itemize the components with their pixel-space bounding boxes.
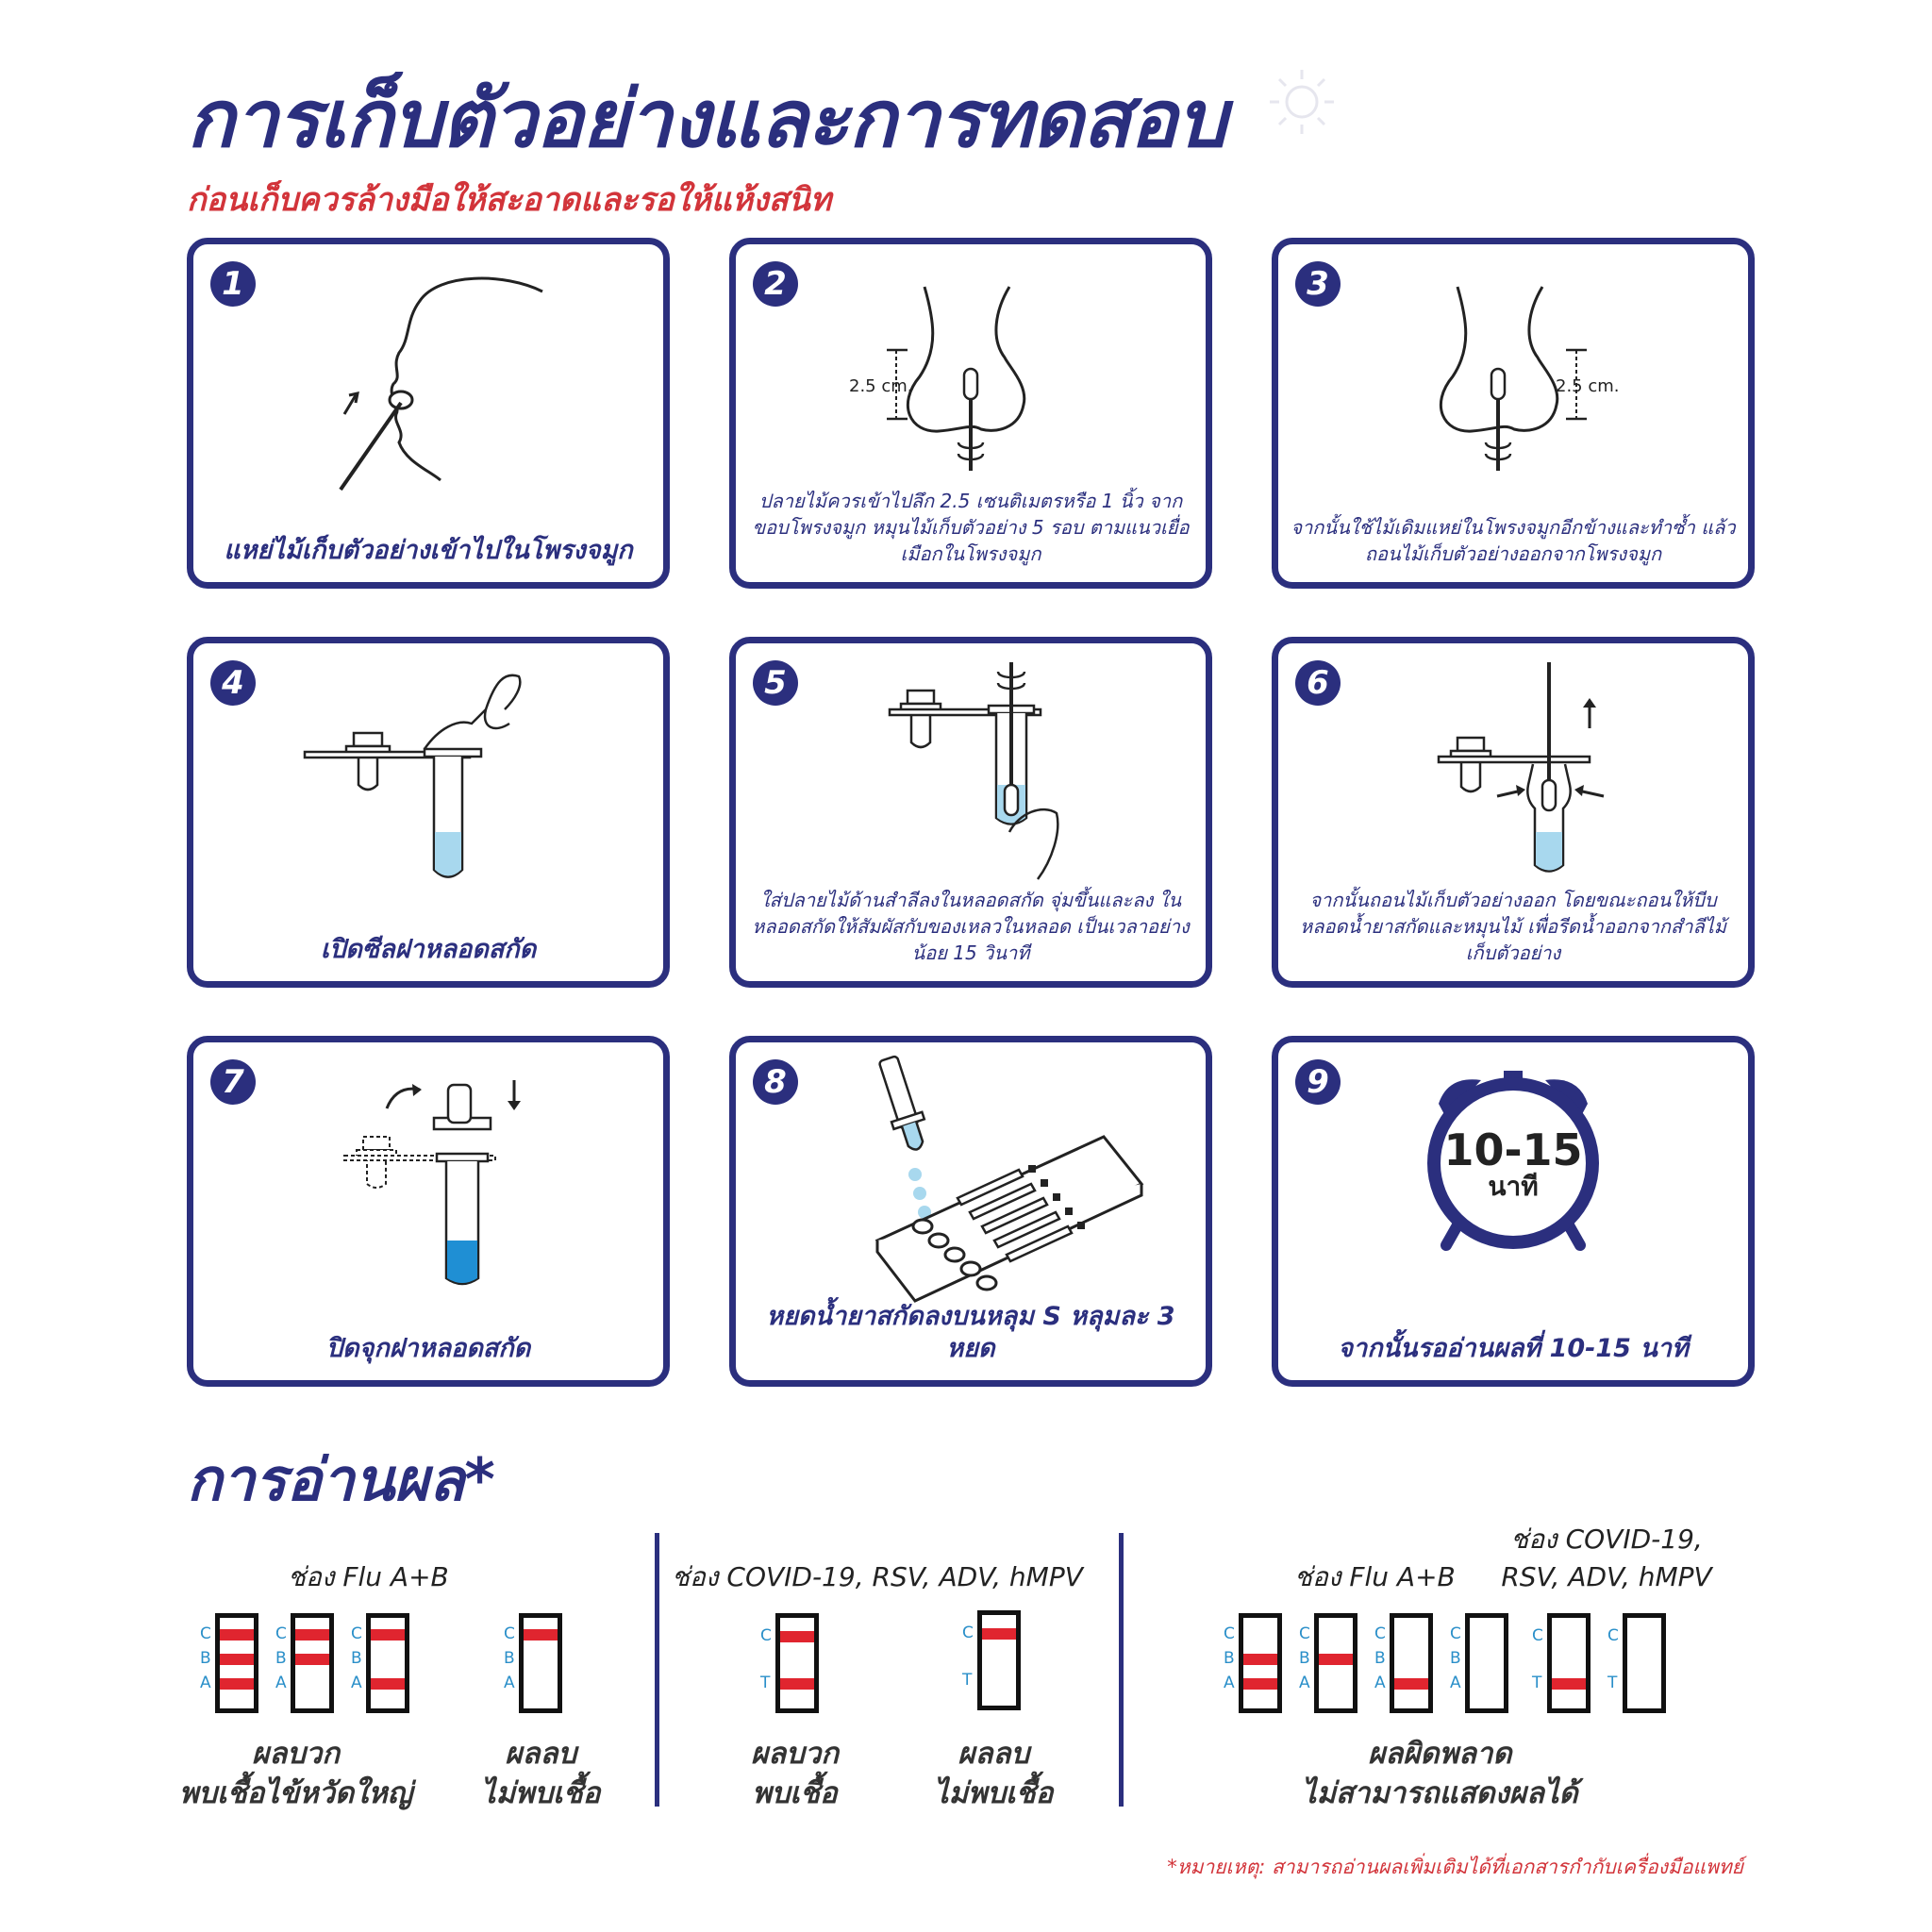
strip-tick-label: C (351, 1624, 362, 1643)
strip-tick-label: C (760, 1626, 772, 1645)
step-caption-8: หยดน้ำยาสกัดลงบนหลุม S หลุมละ 3 หยด (766, 1302, 1175, 1363)
step-number-5: 5 (753, 660, 798, 706)
strip-tick-label: B (1299, 1649, 1310, 1668)
strip-tick-label: C (1607, 1626, 1619, 1645)
invalid-flu-header: ช่อง Flu A+B (1294, 1561, 1456, 1592)
step-card-2 (729, 238, 1212, 589)
invalid-label: ผลผิดพลาด ไม่สามารถแสดงผลได้ (1302, 1737, 1578, 1810)
strip-tick-label: C (1374, 1624, 1386, 1643)
test-line-band (982, 1628, 1016, 1640)
test-strip (291, 1613, 334, 1713)
page-subtitle: ก่อนเก็บควรล้างมือให้สะอาดและรอให้แห้งสนิท (187, 181, 832, 219)
test-line-band (220, 1678, 254, 1690)
results-title: การอ่านผล* (187, 1445, 495, 1514)
test-strip (1623, 1613, 1666, 1713)
test-strip (366, 1613, 409, 1713)
test-strip (1314, 1613, 1357, 1713)
step-number-7: 7 (210, 1059, 256, 1105)
timer-unit: นาที (1488, 1171, 1539, 1202)
strip-tick-label: C (1532, 1626, 1543, 1645)
covid-negative-label: ผลลบ ไม่พบเชื้อ (934, 1737, 1054, 1810)
test-strip (775, 1613, 819, 1713)
step-card-7 (187, 1036, 670, 1387)
step-caption-7: ปิดจุกฝาหลอดสกัด (325, 1334, 531, 1363)
strip-tick-label: B (351, 1649, 362, 1668)
step-card-6 (1272, 637, 1755, 988)
strip-tick-label: B (504, 1649, 515, 1668)
strip-tick-label: A (1374, 1674, 1386, 1692)
step-number-1: 1 (210, 261, 256, 307)
test-strip (1239, 1613, 1282, 1713)
test-line-band (780, 1631, 814, 1642)
strip-tick-label: C (275, 1624, 287, 1643)
page-title: การเก็บตัวอย่างและการทดสอบ (187, 73, 1226, 165)
flu-positive-label: ผลบวก พบเชื้อไข้หวัดใหญ่ (179, 1737, 413, 1810)
step-number-6: 6 (1295, 660, 1341, 706)
step-number-4: 4 (210, 660, 256, 706)
test-strip (215, 1613, 258, 1713)
measure-label-3: 2.5 cm. (1556, 376, 1620, 396)
step-number-9: 9 (1295, 1059, 1341, 1105)
alarm-clock-icon (1278, 1042, 1748, 1380)
step-card-9 (1272, 1036, 1755, 1387)
strip-tick-label: C (1299, 1624, 1310, 1643)
results-divider-1 (655, 1533, 659, 1807)
results-divider-2 (1119, 1533, 1124, 1807)
timer-value: 10-15 (1443, 1124, 1583, 1175)
strip-tick-label: C (504, 1624, 515, 1643)
strip-tick-label: T (1607, 1674, 1618, 1692)
test-line-band (371, 1678, 405, 1690)
test-line-band (220, 1629, 254, 1641)
step-card-8 (729, 1036, 1212, 1387)
strip-tick-label: A (1224, 1674, 1235, 1692)
strip-tick-label: C (962, 1624, 974, 1642)
sun-icon (1264, 64, 1340, 140)
test-strip (519, 1613, 562, 1713)
strip-tick-label: B (1374, 1649, 1386, 1668)
step-caption-2: ปลายไม้ควรเข้าไปลึก 2.5 เซนติเมตรหรือ 1 นิ้ว จากขอบโพรงจมูก หมุนไม้เก็บตัวอย่าง 5 รอบ ตามแนวเยื่อเมือกในโพรงจมูก (752, 490, 1190, 565)
test-line-band (1243, 1654, 1277, 1665)
strip-tick-label: C (1450, 1624, 1461, 1643)
strip-tick-label: B (1450, 1649, 1461, 1668)
strip-tick-label: B (200, 1649, 211, 1668)
step-caption-5: ใส่ปลายไม้ด้านสำลีลงในหลอดสกัด จุ่มขึ้นและลง ในหลอดสกัดให้สัมผัสกับของเหลวในหลอด เป็นเวลาอย่างน้อย 15 วินาที (752, 889, 1190, 964)
covid-header: ช่อง COVID-19, RSV, ADV, hMPV (672, 1561, 1083, 1592)
test-strip (1390, 1613, 1433, 1713)
step-card-3 (1272, 238, 1755, 589)
strip-tick-label: A (275, 1674, 287, 1692)
step-caption-3: จากนั้นใช้ไม้เดิมแหย่ในโพรงจมูกอีกข้างและทำซ้ำ แล้วถอนไม้เก็บตัวอย่างออกจากโพรงจมูก (1291, 516, 1736, 565)
step-caption-9: จากนั้นรออ่านผลที่ 10-15 นาที (1338, 1334, 1689, 1363)
measure-label-2: 2.5 cm. (849, 376, 913, 396)
nose-swab-profile-illustration (193, 244, 663, 582)
strip-tick-label: A (1450, 1674, 1461, 1692)
test-line-band (780, 1678, 814, 1690)
step-card-4 (187, 637, 670, 988)
step-number-3: 3 (1295, 261, 1341, 307)
step-caption-6: จากนั้นถอนไม้เก็บตัวอย่างออก โดยขณะถอนให้บีบหลอดน้ำยาสกัดและหมุนไม้ เพื่อรีดน้ำออกจากสำลีไม้เก็บตัวอย่าง (1300, 889, 1726, 964)
open-tube-seal-illustration (193, 643, 663, 981)
test-line-band (1552, 1678, 1586, 1690)
test-line-band (295, 1654, 329, 1665)
test-strip (1547, 1613, 1591, 1713)
strip-tick-label: A (200, 1674, 211, 1692)
invalid-covid-header: ช่อง COVID-19, RSV, ADV, hMPV (1501, 1524, 1712, 1592)
flu-negative-label: ผลลบ ไม่พบเชื้อ (481, 1737, 601, 1810)
strip-tick-label: A (504, 1674, 515, 1692)
covid-positive-label: ผลบวก พบเชื้อ (751, 1737, 840, 1810)
strip-tick-label: C (200, 1624, 211, 1643)
test-line-band (1243, 1678, 1277, 1690)
strip-tick-label: C (1224, 1624, 1235, 1643)
step-number-2: 2 (753, 261, 798, 307)
strip-tick-label: A (1299, 1674, 1310, 1692)
step-caption-1: แหย่ไม้เก็บตัวอย่างเข้าไปในโพรงจมูก (224, 536, 633, 565)
test-strip (1465, 1613, 1508, 1713)
test-line-band (371, 1629, 405, 1641)
strip-tick-label: B (275, 1649, 287, 1668)
strip-tick-label: B (1224, 1649, 1235, 1668)
test-line-band (220, 1654, 254, 1665)
test-line-band (524, 1629, 558, 1641)
step-caption-4: เปิดซีลฝาหลอดสกัด (320, 935, 537, 964)
test-line-band (1319, 1654, 1353, 1665)
step-number-8: 8 (753, 1059, 798, 1105)
step-card-1 (187, 238, 670, 589)
strip-tick-label: T (760, 1674, 771, 1692)
strip-tick-label: T (1532, 1674, 1542, 1692)
strip-tick-label: A (351, 1674, 362, 1692)
test-line-band (295, 1629, 329, 1641)
strip-tick-label: T (962, 1671, 973, 1690)
flu-header: ช่อง Flu A+B (288, 1561, 449, 1592)
close-tube-cap-illustration (193, 1042, 663, 1380)
step-card-5 (729, 637, 1212, 988)
test-line-band (1394, 1678, 1428, 1690)
footnote: *หมายเหตุ: สามารถอ่านผลเพิ่มเติมได้ที่เอกสารกำกับเครื่องมือแพทย์ (1167, 1856, 1743, 1878)
test-strip (977, 1610, 1021, 1710)
